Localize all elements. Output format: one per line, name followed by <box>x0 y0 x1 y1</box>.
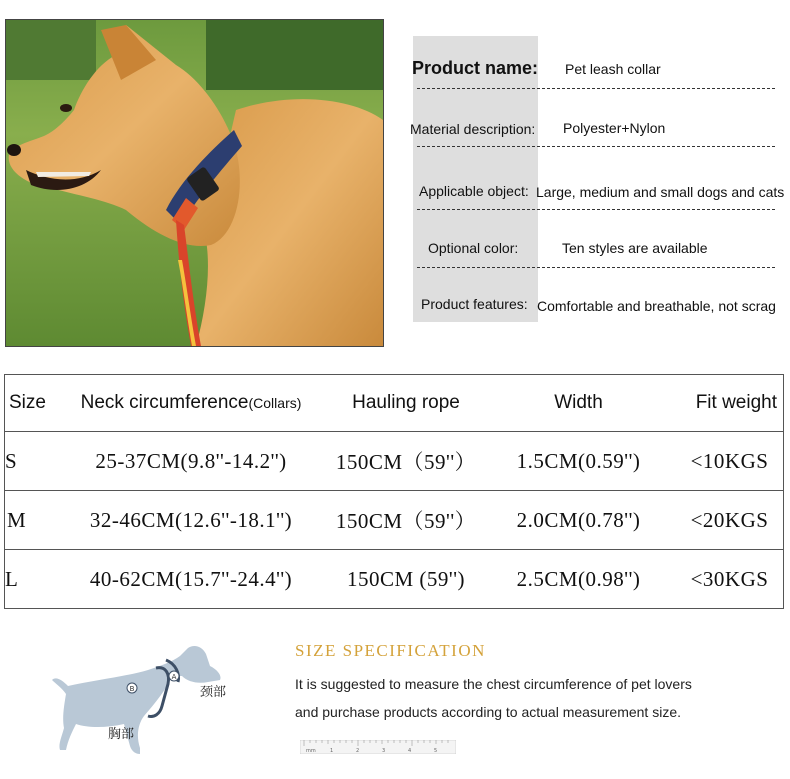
header-size: Size <box>5 375 52 432</box>
color-label: Optional color: <box>428 240 519 256</box>
ruler-icon <box>300 740 456 754</box>
divider <box>417 88 775 89</box>
header-neck-text: Neck circumference <box>80 392 249 413</box>
table-row <box>5 432 784 491</box>
weight-cell: <10KGS <box>676 432 784 491</box>
rope-cell: 150CM（59''） <box>331 432 481 491</box>
divider <box>417 267 775 268</box>
object-value: Large, medium and small dogs and cats <box>536 184 785 200</box>
product-name-label: Product name: <box>412 58 539 78</box>
object-label: Applicable object: <box>419 183 529 199</box>
neck-cell: 32-46CM(12.6''-18.1'') <box>51 491 331 550</box>
header-neck-note: (Collars) <box>248 395 302 411</box>
chest-label: 胸部 <box>108 727 135 742</box>
neck-cell: 25-37CM(9.8''-14.2'') <box>51 432 331 491</box>
weight-cell: <30KGS <box>676 550 784 609</box>
dog-silhouette-icon <box>48 636 243 760</box>
ruler-number: 3 <box>382 748 386 754</box>
divider <box>417 209 775 210</box>
divider <box>417 146 775 147</box>
neck-label: 颈部 <box>200 685 227 700</box>
ruler-number: 2 <box>356 748 360 754</box>
material-label: Material description: <box>410 121 536 137</box>
measurement-diagram <box>48 636 243 760</box>
header-rope: Hauling rope <box>331 375 481 432</box>
features-value: Comfortable and breathable, not scrag <box>537 298 776 314</box>
size-spec-line-1: It is suggested to measure the chest circumference of pet lovers <box>295 676 692 692</box>
marker-a: A <box>171 673 177 681</box>
marker-b: B <box>129 685 135 693</box>
header-width: Width <box>481 375 676 432</box>
table-header-row <box>5 375 784 432</box>
ruler-number: 4 <box>408 748 412 754</box>
width-cell: 2.5CM(0.98'') <box>481 550 676 609</box>
size-spec-title: SIZE SPECIFICATION <box>295 641 486 660</box>
size-spec-line-2: and purchase products according to actual measurement size. <box>295 704 681 720</box>
product-name-value: Pet leash collar <box>565 61 661 77</box>
rope-cell: 150CM (59'') <box>331 550 481 609</box>
width-cell: 1.5CM(0.59'') <box>481 432 676 491</box>
header-weight: Fit weight <box>676 375 784 432</box>
material-value: Polyester+Nylon <box>563 120 666 136</box>
size-table <box>4 374 784 609</box>
features-label: Product features: <box>421 296 528 312</box>
table-row <box>5 491 784 550</box>
rope-cell: 150CM（59''） <box>331 491 481 550</box>
product-photo <box>5 19 384 347</box>
ruler-number: 5 <box>434 748 438 754</box>
header-neck <box>51 375 331 432</box>
size-cell: S <box>5 432 52 491</box>
color-value: Ten styles are available <box>562 240 708 256</box>
weight-cell: <20KGS <box>676 491 784 550</box>
neck-cell: 40-62CM(15.7''-24.4'') <box>51 550 331 609</box>
ruler-unit: mm <box>306 748 316 754</box>
ruler-number: 1 <box>330 748 334 754</box>
table-row <box>5 550 784 609</box>
width-cell: 2.0CM(0.78'') <box>481 491 676 550</box>
size-cell: L <box>5 550 52 609</box>
size-cell: M <box>5 491 52 550</box>
